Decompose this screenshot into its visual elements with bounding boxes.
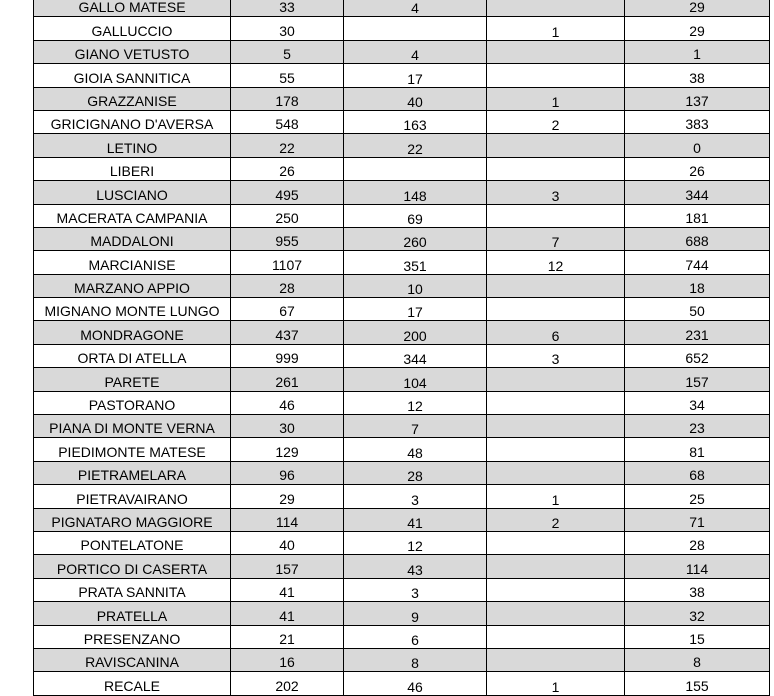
- value-col-3-cell: 1: [487, 87, 625, 110]
- value-col-3-cell: [487, 531, 625, 554]
- value-col-2-cell: 43: [344, 555, 487, 578]
- value-col-3-cell: [487, 555, 625, 578]
- value-col-3-cell: 2: [487, 508, 625, 531]
- value-col-2-cell: 104: [344, 368, 487, 391]
- value-col-3-cell: [487, 274, 625, 297]
- table-row: [34, 181, 770, 204]
- value-col-3-cell: [487, 391, 625, 414]
- table-row: [34, 578, 770, 601]
- value-col-2-cell: 4: [344, 40, 487, 63]
- value-col-1-cell: 955: [231, 227, 344, 250]
- value-col-3-cell: 7: [487, 227, 625, 250]
- value-col-3-cell: 12: [487, 251, 625, 274]
- municipality-name-cell: PRESENZANO: [34, 625, 231, 648]
- table-row: [34, 274, 770, 297]
- value-col-2-cell: 200: [344, 321, 487, 344]
- value-col-4-cell: 71: [625, 508, 770, 531]
- value-col-3-cell: 1: [487, 485, 625, 508]
- value-col-4-cell: 28: [625, 531, 770, 554]
- municipality-name-cell: LUSCIANO: [34, 181, 231, 204]
- table-row: [34, 87, 770, 110]
- value-col-1-cell: 16: [231, 648, 344, 671]
- table-row: [34, 555, 770, 578]
- municipality-name-cell: GRICIGNANO D'AVERSA: [34, 110, 231, 133]
- value-col-1-cell: 5: [231, 40, 344, 63]
- value-col-1-cell: 261: [231, 368, 344, 391]
- value-col-2-cell: 7: [344, 415, 487, 438]
- municipality-name-cell: ORTA DI ATELLA: [34, 344, 231, 367]
- value-col-4-cell: 155: [625, 672, 770, 695]
- value-col-4-cell: 26: [625, 157, 770, 180]
- value-col-2-cell: 8: [344, 648, 487, 671]
- value-col-2-cell: [344, 17, 487, 40]
- value-col-1-cell: 40: [231, 531, 344, 554]
- value-col-2-cell: 4: [344, 0, 487, 17]
- table-row: [34, 298, 770, 321]
- municipality-data-table: [33, 0, 770, 696]
- table-row: [34, 64, 770, 87]
- table-row: [34, 602, 770, 625]
- value-col-4-cell: 15: [625, 625, 770, 648]
- municipality-name-cell: PIGNATARO MAGGIORE: [34, 508, 231, 531]
- value-col-3-cell: [487, 204, 625, 227]
- value-col-1-cell: 548: [231, 110, 344, 133]
- municipality-name-cell: MARZANO APPIO: [34, 274, 231, 297]
- value-col-1-cell: 22: [231, 134, 344, 157]
- municipality-name-cell: MONDRAGONE: [34, 321, 231, 344]
- table-row: [34, 368, 770, 391]
- value-col-2-cell: 46: [344, 672, 487, 695]
- value-col-1-cell: 41: [231, 602, 344, 625]
- municipality-name-cell: PIETRAMELARA: [34, 461, 231, 484]
- table-row: [34, 391, 770, 414]
- value-col-4-cell: 114: [625, 555, 770, 578]
- value-col-1-cell: 202: [231, 672, 344, 695]
- value-col-4-cell: 137: [625, 87, 770, 110]
- value-col-4-cell: 38: [625, 64, 770, 87]
- value-col-2-cell: 12: [344, 531, 487, 554]
- municipality-name-cell: PONTELATONE: [34, 531, 231, 554]
- table-row: [34, 344, 770, 367]
- value-col-1-cell: 21: [231, 625, 344, 648]
- value-col-3-cell: [487, 438, 625, 461]
- value-col-3-cell: [487, 461, 625, 484]
- value-col-2-cell: 9: [344, 602, 487, 625]
- table-row: [34, 485, 770, 508]
- value-col-4-cell: 652: [625, 344, 770, 367]
- municipality-name-cell: GALLUCCIO: [34, 17, 231, 40]
- value-col-3-cell: [487, 415, 625, 438]
- table-body: [34, 0, 770, 695]
- value-col-3-cell: [487, 602, 625, 625]
- table-row: [34, 461, 770, 484]
- value-col-3-cell: [487, 0, 625, 17]
- table-row: [34, 251, 770, 274]
- municipality-name-cell: MARCIANISE: [34, 251, 231, 274]
- table-row: [34, 321, 770, 344]
- municipality-name-cell: PIANA DI MONTE VERNA: [34, 415, 231, 438]
- value-col-3-cell: [487, 625, 625, 648]
- value-col-1-cell: 129: [231, 438, 344, 461]
- table-row: [34, 625, 770, 648]
- value-col-4-cell: 181: [625, 204, 770, 227]
- municipality-name-cell: PASTORANO: [34, 391, 231, 414]
- table-row: [34, 415, 770, 438]
- municipality-name-cell: RAVISCANINA: [34, 648, 231, 671]
- value-col-1-cell: 495: [231, 181, 344, 204]
- table-row: [34, 157, 770, 180]
- value-col-4-cell: 50: [625, 298, 770, 321]
- value-col-4-cell: 34: [625, 391, 770, 414]
- value-col-3-cell: [487, 648, 625, 671]
- value-col-4-cell: 744: [625, 251, 770, 274]
- value-col-4-cell: 157: [625, 368, 770, 391]
- municipality-name-cell: MADDALONI: [34, 227, 231, 250]
- value-col-4-cell: 29: [625, 0, 770, 17]
- table-row: [34, 0, 770, 17]
- value-col-3-cell: 6: [487, 321, 625, 344]
- value-col-1-cell: 26: [231, 157, 344, 180]
- municipality-name-cell: LIBERI: [34, 157, 231, 180]
- municipality-name-cell: MIGNANO MONTE LUNGO: [34, 298, 231, 321]
- value-col-1-cell: 33: [231, 0, 344, 17]
- value-col-1-cell: 178: [231, 87, 344, 110]
- value-col-2-cell: 10: [344, 274, 487, 297]
- value-col-4-cell: 231: [625, 321, 770, 344]
- municipality-name-cell: PARETE: [34, 368, 231, 391]
- municipality-name-cell: LETINO: [34, 134, 231, 157]
- value-col-3-cell: [487, 157, 625, 180]
- municipality-name-cell: PORTICO DI CASERTA: [34, 555, 231, 578]
- value-col-2-cell: 17: [344, 298, 487, 321]
- value-col-1-cell: 41: [231, 578, 344, 601]
- value-col-1-cell: 437: [231, 321, 344, 344]
- value-col-2-cell: 40: [344, 87, 487, 110]
- value-col-1-cell: 55: [231, 64, 344, 87]
- value-col-4-cell: 8: [625, 648, 770, 671]
- value-col-1-cell: 46: [231, 391, 344, 414]
- value-col-3-cell: [487, 298, 625, 321]
- value-col-1-cell: 29: [231, 485, 344, 508]
- municipality-name-cell: RECALE: [34, 672, 231, 695]
- value-col-4-cell: 38: [625, 578, 770, 601]
- value-col-1-cell: 114: [231, 508, 344, 531]
- table-row: [34, 40, 770, 63]
- value-col-3-cell: [487, 40, 625, 63]
- municipality-name-cell: GIOIA SANNITICA: [34, 64, 231, 87]
- table-row: [34, 134, 770, 157]
- value-col-2-cell: 41: [344, 508, 487, 531]
- value-col-4-cell: 68: [625, 461, 770, 484]
- table-row: [34, 227, 770, 250]
- value-col-2-cell: 69: [344, 204, 487, 227]
- municipality-name-cell: MACERATA CAMPANIA: [34, 204, 231, 227]
- value-col-4-cell: 383: [625, 110, 770, 133]
- municipality-name-cell: PRATELLA: [34, 602, 231, 625]
- table-row: [34, 648, 770, 671]
- table-row: [34, 438, 770, 461]
- municipality-name-cell: GRAZZANISE: [34, 87, 231, 110]
- municipality-name-cell: PIETRAVAIRANO: [34, 485, 231, 508]
- value-col-2-cell: 17: [344, 64, 487, 87]
- value-col-4-cell: 25: [625, 485, 770, 508]
- table-row: [34, 204, 770, 227]
- value-col-3-cell: 1: [487, 17, 625, 40]
- value-col-2-cell: 3: [344, 578, 487, 601]
- value-col-2-cell: 22: [344, 134, 487, 157]
- table-row: [34, 17, 770, 40]
- value-col-4-cell: 1: [625, 40, 770, 63]
- municipality-name-cell: PIEDIMONTE MATESE: [34, 438, 231, 461]
- value-col-1-cell: 250: [231, 204, 344, 227]
- value-col-2-cell: 6: [344, 625, 487, 648]
- value-col-4-cell: 32: [625, 602, 770, 625]
- value-col-4-cell: 29: [625, 17, 770, 40]
- value-col-3-cell: [487, 64, 625, 87]
- value-col-1-cell: 67: [231, 298, 344, 321]
- value-col-1-cell: 30: [231, 415, 344, 438]
- value-col-4-cell: 23: [625, 415, 770, 438]
- value-col-1-cell: 30: [231, 17, 344, 40]
- municipality-name-cell: GIANO VETUSTO: [34, 40, 231, 63]
- value-col-3-cell: [487, 578, 625, 601]
- value-col-2-cell: 148: [344, 181, 487, 204]
- value-col-2-cell: 12: [344, 391, 487, 414]
- value-col-2-cell: [344, 157, 487, 180]
- value-col-4-cell: 18: [625, 274, 770, 297]
- value-col-3-cell: [487, 134, 625, 157]
- municipality-name-cell: GALLO MATESE: [34, 0, 231, 17]
- value-col-1-cell: 157: [231, 555, 344, 578]
- value-col-1-cell: 1107: [231, 251, 344, 274]
- value-col-1-cell: 999: [231, 344, 344, 367]
- value-col-4-cell: 0: [625, 134, 770, 157]
- value-col-3-cell: 2: [487, 110, 625, 133]
- value-col-2-cell: 48: [344, 438, 487, 461]
- value-col-2-cell: 351: [344, 251, 487, 274]
- value-col-4-cell: 81: [625, 438, 770, 461]
- value-col-3-cell: [487, 368, 625, 391]
- value-col-4-cell: 344: [625, 181, 770, 204]
- table-row: [34, 672, 770, 695]
- value-col-3-cell: 1: [487, 672, 625, 695]
- value-col-2-cell: 163: [344, 110, 487, 133]
- value-col-2-cell: 260: [344, 227, 487, 250]
- value-col-4-cell: 688: [625, 227, 770, 250]
- value-col-1-cell: 96: [231, 461, 344, 484]
- table-row: [34, 508, 770, 531]
- table-row: [34, 531, 770, 554]
- value-col-1-cell: 28: [231, 274, 344, 297]
- table-row: [34, 110, 770, 133]
- value-col-2-cell: 3: [344, 485, 487, 508]
- municipality-name-cell: PRATA SANNITA: [34, 578, 231, 601]
- value-col-2-cell: 344: [344, 344, 487, 367]
- value-col-3-cell: 3: [487, 344, 625, 367]
- value-col-3-cell: 3: [487, 181, 625, 204]
- value-col-2-cell: 28: [344, 461, 487, 484]
